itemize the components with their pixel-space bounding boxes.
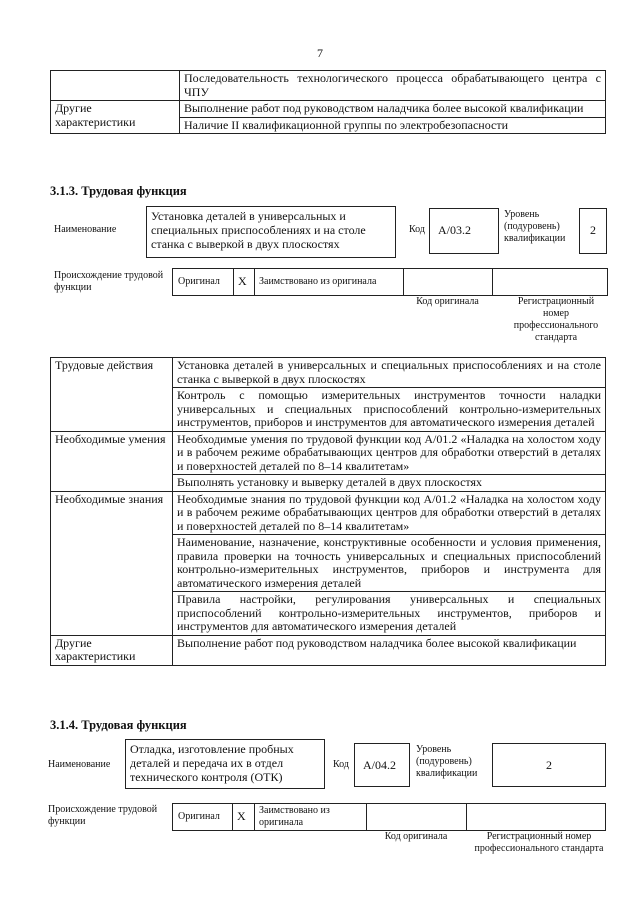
f313-origin-label: Происхождение трудовой функции xyxy=(54,270,164,293)
top-other-label: Другие характеристики xyxy=(51,101,180,134)
f313-reg-caption: Регистрационный номер профессионального стандарта xyxy=(513,296,599,343)
knowledge-label: Необходимые знания xyxy=(51,491,173,635)
top-other-1: Выполнение работ под руководством наладчика более высокой квалификации xyxy=(180,101,606,118)
f313-level-label: Уровень (подуровень) квалификации xyxy=(504,209,566,244)
f314-original-label: Оригинал xyxy=(178,811,220,822)
skill-1: Необходимые умения по трудовой функции код А/01.2 «Наладка на холостом ходу и в рабочем режиме обрабатывающих центров для обработки отверстий в деталях и поверхностей деталей по 8–14 квалитетам» xyxy=(173,431,606,475)
f313-code-box: А/03.2 xyxy=(429,208,499,254)
heading-313: 3.1.3. Трудовая функция xyxy=(50,184,187,198)
f314-level-box: 2 xyxy=(492,743,606,787)
heading-314: 3.1.4. Трудовая функция xyxy=(50,718,187,732)
f314-code-box: А/04.2 xyxy=(354,743,410,787)
top-row1-left xyxy=(51,71,180,101)
other-label: Другие характеристики xyxy=(51,635,173,665)
top-other-2: Наличие II квалификационной группы по электробезопасности xyxy=(180,117,606,134)
f314-level-label: Уровень (подуровень) квалификации xyxy=(416,744,478,779)
f314-name-label: Наименование xyxy=(48,759,111,770)
knowledge-1: Необходимые знания по трудовой функции код А/01.2 «Наладка на холостом ходу и в рабочем режиме обрабатывающих центров для обработки отверстий в деталях и поверхностей деталей по 8–14 квалитетам» xyxy=(173,491,606,535)
skills-label: Необходимые умения xyxy=(51,431,173,491)
f313-borrowed-label: Заимствовано из оригинала xyxy=(259,276,377,287)
knowledge-2: Наименование, назначение, конструктивные особенности и условия применения, правила проверки на точность универсальных и специальных приспособлений контрольно-измерительных инструментов, приборов и инструмента для автоматического измерения деталей xyxy=(173,535,606,592)
f313-code-orig-caption: Код оригинала xyxy=(416,296,479,307)
f314-borrowed-label: Заимствовано из оригинала xyxy=(259,805,330,828)
f313-original-mark: X xyxy=(238,274,247,288)
top-row1-right: Последовательность технологического процесса обрабатывающего центра с ЧПУ xyxy=(180,71,606,101)
f314-reg-caption: Регистрационный номер профессионального стандарта xyxy=(474,831,604,854)
f314-code-orig-caption: Код оригинала xyxy=(384,831,448,842)
skill-2: Выполнять установку и выверку деталей в двух плоскостях xyxy=(173,475,606,492)
f313-code-label: Код xyxy=(409,224,425,235)
top-table xyxy=(50,70,606,134)
f313-original-label: Оригинал xyxy=(178,276,220,287)
action-2: Контроль с помощью измерительных инструментов точности наладки универсальных и специальных приспособлений контрольно-измерительных инструментов, приборов и инструментов для автоматического измерения деталей xyxy=(173,388,606,432)
f314-name-box: Отладка, изготовление пробных деталей и передача их в отдел технического контроля (ОТК) xyxy=(125,739,325,789)
other-1: Выполнение работ под руководством наладчика более высокой квалификации xyxy=(173,635,606,665)
f314-origin-label: Происхождение трудовой функции xyxy=(48,804,158,827)
f314-original-mark: X xyxy=(237,809,246,823)
main-table xyxy=(50,357,606,666)
knowledge-3: Правила настройки, регулирования универсальных и специальных приспособлений контрольно-измерительных инструментов, приборов и инструментов для автоматического измерения деталей xyxy=(173,592,606,636)
actions-label: Трудовые действия xyxy=(51,358,173,432)
page-number: 7 xyxy=(317,46,323,60)
f313-name-box: Установка деталей в универсальных и специальных приспособлениях и на столе станка с выверкой в двух плоскостях xyxy=(146,206,396,258)
action-1: Установка деталей в универсальных и специальных приспособлениях и на столе станка с выверкой в двух плоскостях xyxy=(173,358,606,388)
f313-level-box: 2 xyxy=(579,208,607,254)
f314-code-label: Код xyxy=(333,759,349,770)
f313-name-label: Наименование xyxy=(54,224,117,235)
